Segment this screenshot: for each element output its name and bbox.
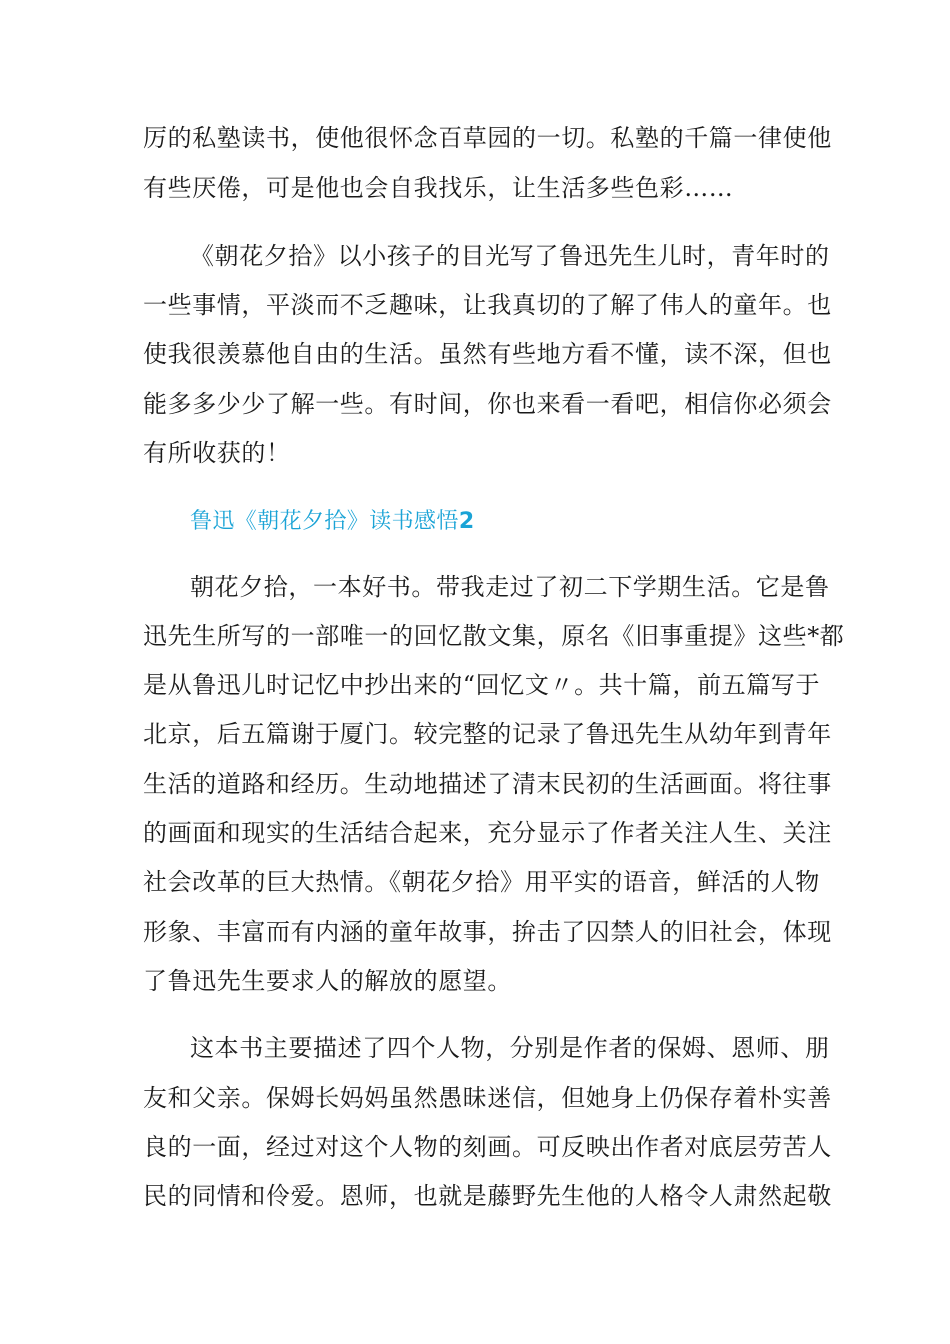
paragraph-line: 使我很羡慕他自由的生活。虽然有些地方看不懂，读不深，但也 [143, 340, 832, 368]
paragraph-line: 能多多少少了解一些。有时间，你也来看一看吧，相信你必须会 [143, 390, 832, 418]
paragraph-line: 这本书主要描述了四个人物，分别是作者的保姆、恩师、朋 [190, 1034, 830, 1062]
paragraph-line: 的画面和现实的生活结合起来，充分显示了作者关注人生、关注 [143, 819, 832, 847]
paragraph-line: 了鲁迅先生要求人的解放的愿望。 [143, 967, 512, 995]
paragraph-line: 迅先生所写的一部唯一的回忆散文集，原名《旧事重提》这些*都 [143, 622, 845, 650]
section-heading-title: 鲁迅《朝花夕拾》读书感悟 [190, 509, 459, 534]
paragraph-line: 北京，后五篇谢于厦门。较完整的记录了鲁迅先生从幼年到青年 [143, 720, 832, 748]
paragraph-line: 友和父亲。保姆长妈妈虽然愚昧迷信，但她身上仍保存着朴实善 [143, 1084, 832, 1112]
paragraph-line: 民的同情和伶爱。恩师，也就是藤野先生他的人格令人肃然起敬 [143, 1182, 832, 1210]
paragraph-line: 形象、丰富而有内涵的童年故事，拚击了囚禁人的旧社会，体现 [143, 918, 832, 946]
section-heading-number: 2 [458, 509, 475, 534]
paragraph-line: 有所收获的！ [143, 439, 291, 467]
paragraph-line: 《朝花夕拾》以小孩子的目光写了鲁迅先生儿时，青年时的 [190, 242, 830, 270]
paragraph-line: 有些厌倦，可是他也会自我找乐，让生活多些色彩…… [143, 174, 734, 202]
paragraph-line: 朝花夕拾，一本好书。带我走过了初二下学期生活。它是鲁 [190, 573, 830, 601]
paragraph-line: 是从鲁迅儿时记忆中抄出来的“回忆文〃。共十篇，前五篇写于 [143, 671, 821, 699]
section-heading [190, 506, 475, 538]
paragraph-line: 良的一面，经过对这个人物的刻画。可反映出作者对底层劳苦人 [143, 1133, 832, 1161]
paragraph-line: 社会改革的巨大热情。《朝花夕拾》用平实的语音，鲜活的人物 [143, 868, 820, 896]
paragraph-line: 一些事情，平淡而不乏趣味，让我真切的了解了伟人的童年。也 [143, 291, 832, 319]
paragraph-line: 生活的道路和经历。生动地描述了清末民初的生活画面。将往事 [143, 770, 832, 798]
paragraph-line: 厉的私塾读书，使他很怀念百草园的一切。私塾的千篇一律使他 [143, 124, 832, 152]
